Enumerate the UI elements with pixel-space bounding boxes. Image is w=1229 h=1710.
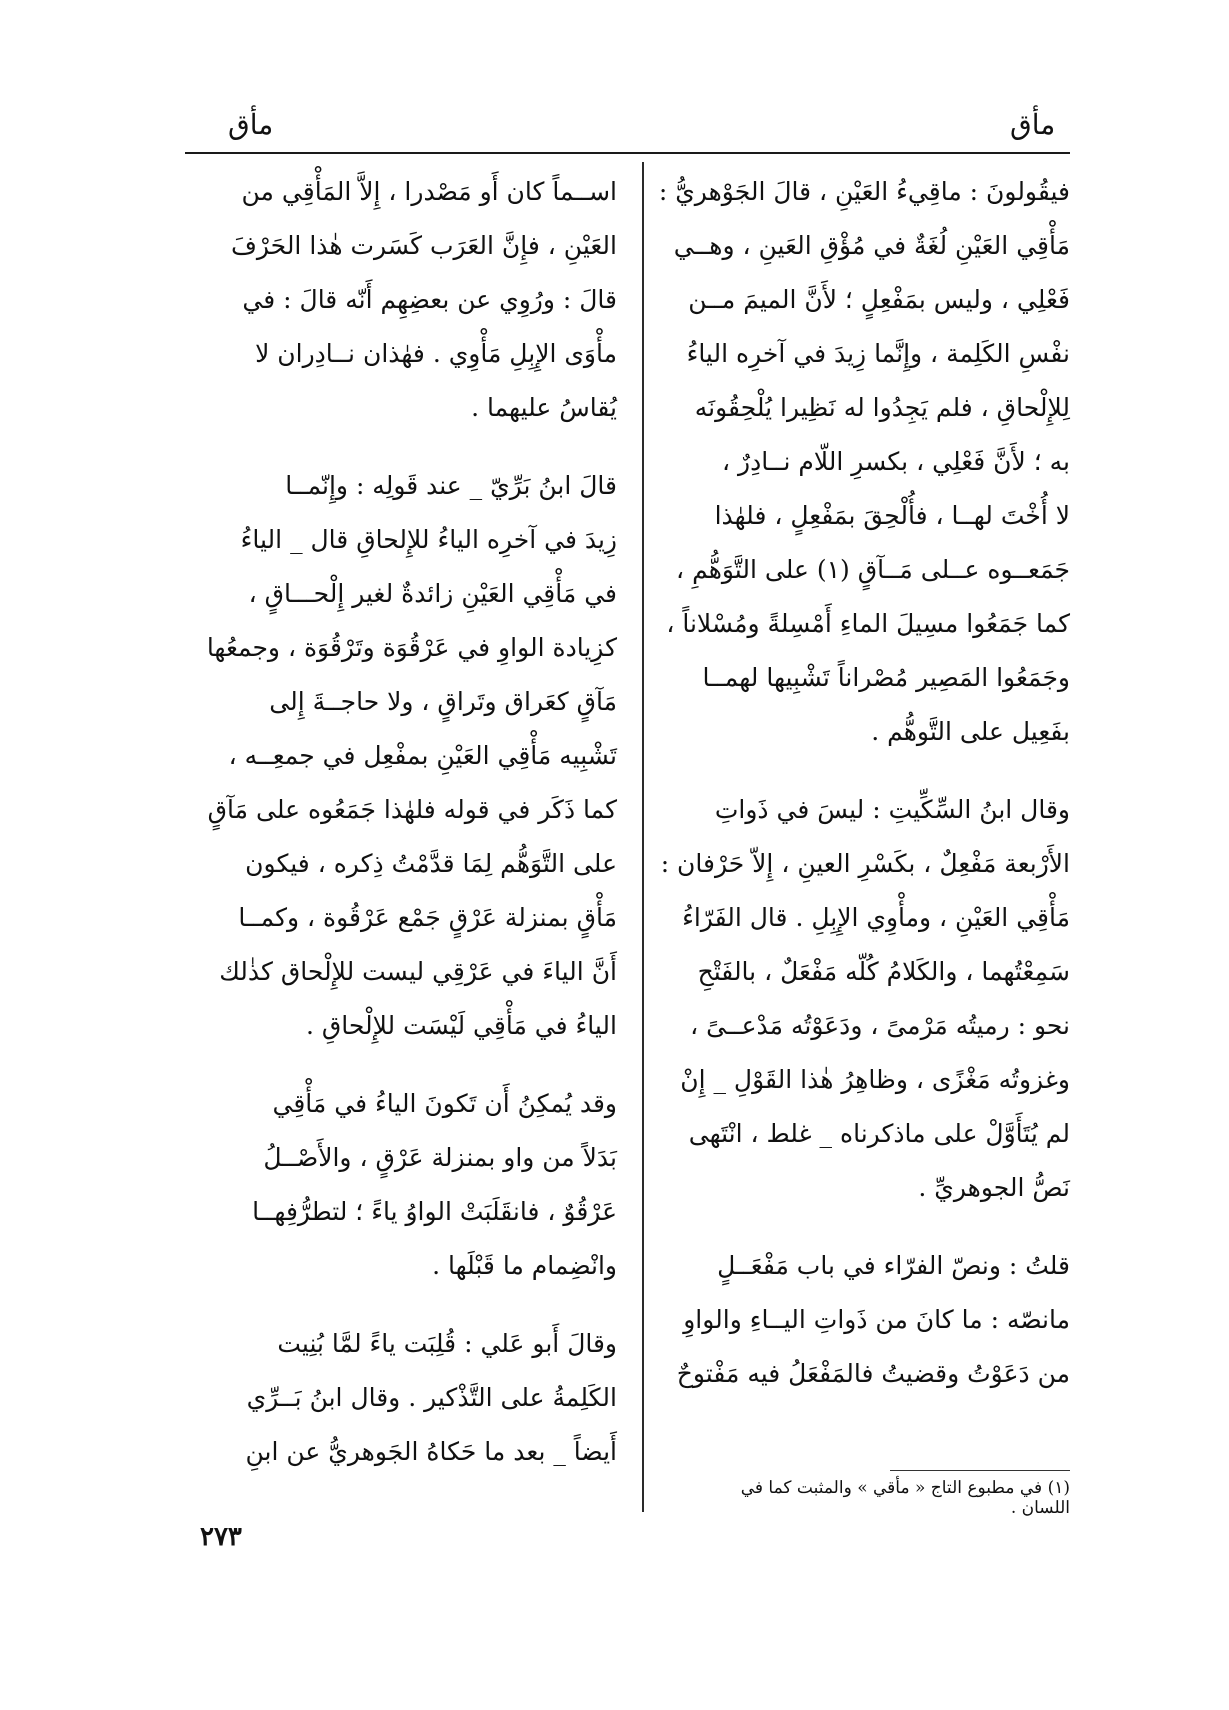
text-line: وقالَ أَبو عَلي : قُلِبَت ياءً لمَّا بُنِيت bbox=[277, 1329, 617, 1358]
text-line: وقد يُمكِنُ أَن تَكونَ الياءُ في مَأْقِي bbox=[272, 1089, 617, 1118]
text-line: أَيضاً _ بعد ما حَكاهُ الجَوهريُّ عن ابنِ bbox=[245, 1437, 617, 1466]
text-line: بَدَلاً من واو بمنزلة عَرْقٍ ، والأَصْــلُ bbox=[263, 1143, 617, 1172]
text-line: وقال ابنُ السِّكِّيتِ : ليسَ في ذَواتِ bbox=[714, 795, 1070, 824]
text-line: فَعْلِي ، وليس بمَفْعِلٍ ؛ لأَنَّ الميمَ مــن bbox=[688, 285, 1070, 314]
text-line: كزِيادة الواوِ في عَرْقُوَة وتَرْقُوَة ، وجمعُها bbox=[206, 633, 617, 662]
text-line: مَآقٍ كعَراق وتَراقٍ ، ولا حاجــةَ إِلى bbox=[269, 687, 617, 716]
text-line: أَنَّ الياءَ في عَرْقِي ليست للإِلْحاق كذٰلك bbox=[219, 957, 617, 986]
text-line: وجَمَعُوا المَصِير مُصْراناً تَشْبِيها لهمــا bbox=[702, 663, 1070, 692]
paragraph-gap bbox=[675, 1215, 1070, 1239]
text-line: سَمِعْتُهما ، والكَلامُ كُلّه مَفْعَلٌ ، بالفَتْحِ bbox=[697, 957, 1070, 986]
text-line: مَأْقِي العَيْنِ ، ومأْوِي الإِبِلِ . قال الفَرّاءُ bbox=[682, 903, 1070, 932]
running-header-right: مأق bbox=[1010, 108, 1056, 141]
running-header-left: مأق bbox=[228, 108, 274, 141]
text-line: لِلإِلْحاقِ ، فلم يَجِدُوا له نَظِيرا يُلْحِقُونَه bbox=[694, 393, 1070, 422]
header-rule bbox=[185, 152, 1070, 154]
text-line: الكَلِمةُ على التَّذْكير . وقال ابنُ بَــرِّي bbox=[246, 1383, 617, 1412]
text-line: في مَأْقِي العَيْنِ زائدةٌ لغير إِلْحـــاقٍ ، bbox=[248, 579, 617, 608]
text-line: الأَرْبعة مَفْعِلٌ ، بكَسْرِ العينِ ، إِلاّ حَرْفان : bbox=[660, 849, 1070, 878]
text-line: قالَ ابنُ بَرِّيّ _ عند قَولِه : وإِنّمــا bbox=[285, 471, 617, 500]
text-line: به ؛ لأَنَّ فَعْلِي ، بكسرِ اللّام نــادِرٌ ، bbox=[721, 447, 1070, 476]
text-line: وانْضِمام ما قَبْلَها . bbox=[432, 1251, 617, 1280]
left-text-column bbox=[185, 165, 617, 1479]
text-line: مانصّه : ما كانَ من ذَواتِ اليــاءِ والواوِ bbox=[683, 1305, 1070, 1334]
text-line: مَأْقٍ بمنزلة عَرْقٍ جَمْع عَرْقُوة ، وكمــا bbox=[238, 903, 617, 932]
paragraph-gap bbox=[185, 1053, 617, 1077]
text-line: تَشْبِيه مَأْقِي العَيْنِ بمفْعِل في جمعِــه ، bbox=[228, 741, 617, 770]
text-line: نَصُّ الجوهريِّ . bbox=[918, 1173, 1070, 1202]
page-number: ٢٧٣ bbox=[200, 1522, 242, 1552]
text-line: قلتُ : ونصّ الفرّاء في باب مَفْعَــلٍ bbox=[717, 1251, 1070, 1280]
text-line: يُقاسُ عليهما . bbox=[471, 393, 617, 422]
text-line: قالَ : ورُوِي عن بعضِهِم أَنّه قالَ : في bbox=[242, 285, 617, 314]
paragraph bbox=[658, 165, 1070, 759]
text-line: مأْوَى الإِبِلِ مَأْوِي . فهٰذان نــادِران لا bbox=[255, 339, 617, 368]
paragraph-gap bbox=[185, 435, 617, 459]
text-line: زِيدَ في آخرِه الياءُ للإِلحاقِ قال _ الياءُ bbox=[240, 525, 617, 554]
text-line: جَمَعــوه عــلى مَــآقٍ (١) على التَّوَهُّمِ ، bbox=[676, 555, 1070, 584]
paragraph bbox=[185, 1317, 617, 1479]
paragraph bbox=[185, 459, 617, 1053]
text-line: من دَعَوْتُ وقضيتُ فالمَفْعَلُ فيه مَفْتوحٌ bbox=[676, 1359, 1070, 1388]
text-line: نفْسِ الكَلِمة ، وإِنَّما زِيدَ في آخرِه الياءُ bbox=[686, 339, 1070, 368]
paragraph bbox=[660, 783, 1070, 1215]
text-line: اســماً كان أَو مَصْدرا ، إِلاَّ المَأْقِي من bbox=[241, 177, 617, 206]
text-line: على التَّوَهُّم لِمَا قدَّمْتُ ذِكره ، فيكون bbox=[245, 849, 617, 878]
text-line: كما جَمَعُوا مسِيلَ الماءِ أَمْسِلةً ومُسْلاناً ، bbox=[666, 609, 1070, 638]
paragraph-gap bbox=[675, 759, 1070, 783]
paragraph-gap bbox=[185, 1293, 617, 1317]
text-line: وغزوتُه مَغْزًى ، وظاهِرُ هٰذا القَوْلِ _ إِنْ bbox=[680, 1065, 1070, 1094]
footnote-rule bbox=[890, 1470, 1070, 1471]
text-line: لا أُخْتَ لهــا ، فأُلْحِقَ بمَفْعِلٍ ، فلهٰذا bbox=[714, 501, 1070, 530]
paragraph bbox=[675, 1239, 1070, 1401]
text-line: بفَعِيل على التَّوهُّم . bbox=[871, 717, 1070, 746]
paragraph bbox=[185, 165, 617, 435]
text-line: لم يُتَأَوَّلْ على ماذكرناه _ غلط ، انْتَهى bbox=[688, 1119, 1070, 1148]
text-line: عَرْقُوٌ ، فانقَلَبَتْ الواوُ ياءً ؛ لتطرُّفِهــا bbox=[252, 1197, 617, 1226]
text-line: نحو : رميتُه مَرْمىً ، ودَعَوْتُه مَدْعــىً ، bbox=[690, 1011, 1070, 1040]
column-divider bbox=[642, 162, 644, 1512]
paragraph bbox=[185, 1077, 617, 1293]
text-line: الياءُ في مَأْقِي لَيْسَت للإِلْحاقِ . bbox=[305, 1011, 617, 1040]
text-line: العَيْنِ ، فإِنَّ العَرَب كَسَرت هٰذا الحَرْفَ bbox=[230, 231, 617, 260]
text-line: كما ذَكَر في قوله فلهٰذا جَمَعُوه على مَآقٍ bbox=[207, 795, 617, 824]
footnote: (١) في مطبوع التاج « مأقي » والمثبت كما في اللسان . bbox=[740, 1478, 1070, 1518]
text-line: فيقُولونَ : ماقِيءُ العَيْنِ ، قالَ الجَوْهريُّ : bbox=[658, 177, 1070, 206]
right-text-column bbox=[658, 165, 1070, 1401]
text-line: مَأْقِي العَيْنِ لُغَةٌ في مُؤْقِ العَينِ ، وهــي bbox=[673, 231, 1070, 260]
